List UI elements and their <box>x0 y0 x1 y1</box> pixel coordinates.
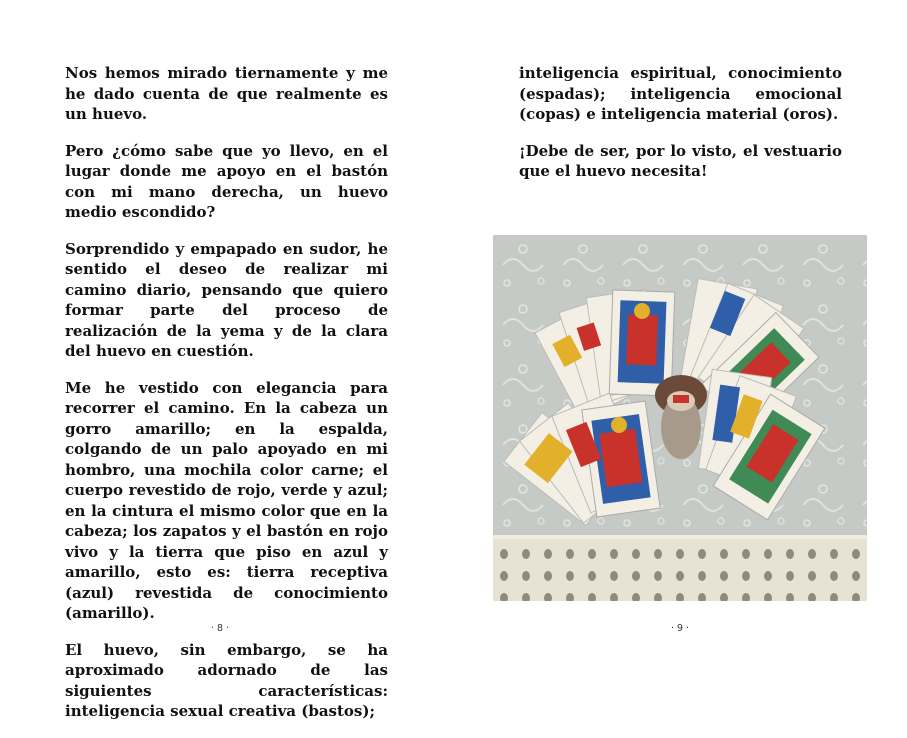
tarot-cards-illustration <box>493 235 867 601</box>
tarot-cards-photo <box>493 235 867 601</box>
left-page-text <box>65 63 388 738</box>
paragraph: Sorprendido y empapado en sudor, he sentido el deseo de realizar mi camino diario, pensando que quiero formar parte del proceso de realización de la yema y de la clara del huevo en cuestión. <box>65 239 388 360</box>
right-page-text <box>519 63 842 198</box>
paragraph: El huevo, sin embargo, se ha aproximado adornado de las siguientes características: inteligencia sexual creativa (bastos); <box>65 640 388 720</box>
paragraph: Nos hemos mirado tiernamente y me he dado cuenta de que realmente es un huevo. <box>65 64 388 123</box>
paragraph: ¡Debe de ser, por lo visto, el vestuario que el huevo necesita! <box>519 141 842 180</box>
page-number-right: · 9 · <box>670 623 690 634</box>
paragraph: inteligencia espiritual, conocimiento (espadas); inteligencia emocional (copas) e inteligencia material (oros). <box>519 64 842 123</box>
page-number-left: · 8 · <box>210 623 230 634</box>
left-page <box>0 0 453 720</box>
right-page <box>453 0 907 666</box>
paragraph: Pero ¿cómo sabe que yo llevo, en el lugar donde me apoyo en el bastón con mi mano derecha, un huevo medio escondido? <box>65 141 388 221</box>
paragraph: Me he vestido con elegancia para recorrer el camino. En la cabeza un gorro amarillo; en la espalda, colgando de un palo apoyado en mi hombro, una mochila color carne; el cuerpo revestido de rojo, verde y azul; en la cintura el mismo color que en la cabeza; los zapatos y el bastón en rojo vivo y la tierra que piso en azul y amarillo, esto es: tierra receptiva (azul) revestida de conocimiento (amarillo). <box>65 378 388 622</box>
